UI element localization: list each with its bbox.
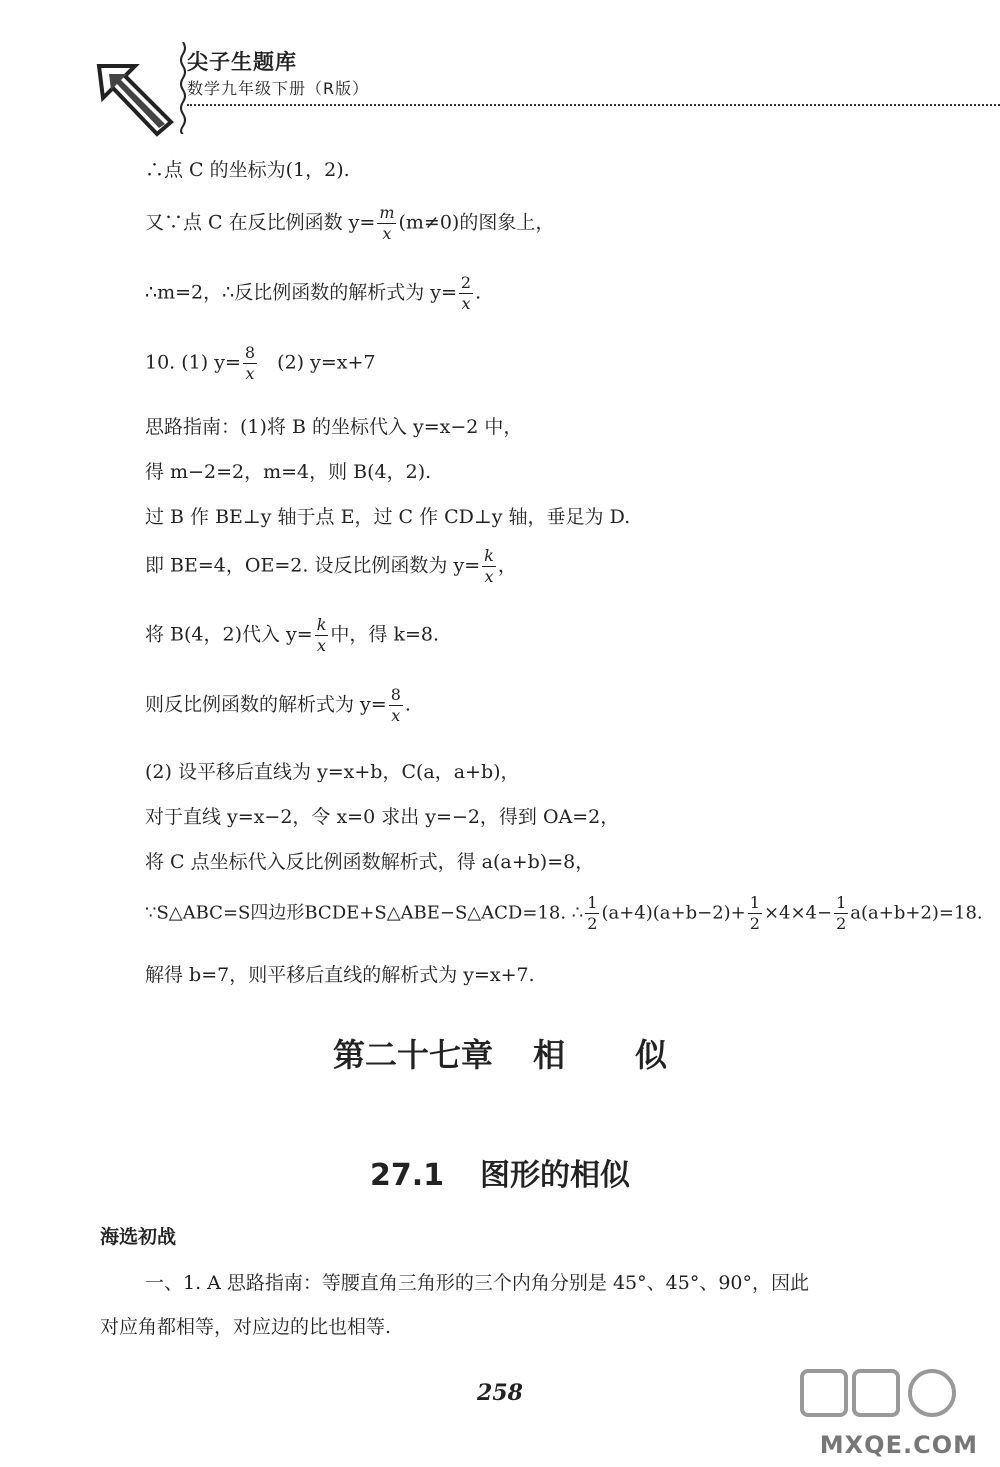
denominator: x: [391, 706, 401, 725]
denominator: 2: [749, 914, 760, 933]
text-line: [145, 687, 411, 724]
denominator: 2: [836, 914, 847, 933]
fraction: [459, 275, 473, 312]
fraction: [482, 548, 496, 585]
text-span: 即 BE=4，OE=2. 设反比例函数为 y=: [145, 554, 481, 577]
text-line: (2) 设平移后直线为 y=x+b，C(a，a+b)，: [145, 761, 520, 783]
text-line: [145, 548, 517, 585]
text-line: [145, 345, 376, 382]
text-line: ∴点 C 的坐标为(1，2).: [145, 159, 350, 181]
denominator: x: [461, 294, 471, 313]
denominator: x: [317, 636, 327, 655]
denominator: 2: [587, 914, 598, 933]
answer-line: 一、1. A 思路指南：等腰直角三角形的三个内角分别是 45°、45°、90°，因此: [145, 1272, 809, 1294]
numerator: 2: [460, 273, 472, 292]
arrow-logo-icon: [95, 58, 175, 138]
section-number: 27.1: [369, 1158, 445, 1193]
fraction: [748, 895, 762, 932]
denominator: x: [484, 567, 494, 586]
numerator: 1: [587, 893, 598, 912]
section-name: 图形的相似: [480, 1158, 631, 1193]
text-span: 又∵点 C 在反比例函数 y=: [145, 211, 376, 234]
fraction: [834, 895, 848, 932]
text-span: 10. (1) y=: [145, 351, 241, 374]
text-span: 中，得 k=8.: [330, 623, 440, 646]
text-span: a(a+b+2)=18.: [850, 902, 983, 924]
numerator: k: [316, 615, 327, 634]
numerator: 1: [836, 893, 847, 912]
text-span: ，: [497, 554, 517, 577]
watermark-text: MXQE.COM: [819, 1431, 978, 1459]
chapter-word-2: 似: [635, 1036, 668, 1074]
text-line: [145, 895, 983, 932]
text-line: [145, 205, 554, 242]
fraction: [315, 617, 329, 654]
text-span: (a+4)(a+b−2)+: [601, 902, 746, 924]
book-title: 尖子生题库: [187, 50, 297, 74]
subsection-label: 海选初战: [100, 1226, 177, 1248]
wavy-divider-icon: [179, 42, 187, 134]
text-line: [145, 275, 481, 312]
text-line: 过 B 作 BE⊥y 轴于点 E，过 C 作 CD⊥y 轴，垂足为 D.: [145, 506, 631, 528]
text-line: 思路指南：(1)将 B 的坐标代入 y=x−2 中，: [145, 416, 523, 438]
text-span: ×4×4−: [763, 902, 833, 924]
chapter-title: [0, 1030, 1000, 1076]
text-line: 得 m−2=2，m=4，则 B(4，2).: [145, 461, 432, 483]
chapter-word-1: 相: [532, 1036, 565, 1074]
text-span: (2) y=x+7: [259, 351, 376, 374]
text-span: .: [404, 693, 411, 716]
text-span: ∴m=2，∴反比例函数的解析式为 y=: [145, 281, 457, 304]
numerator: 8: [244, 343, 256, 362]
chapter-number: 第二十七章: [332, 1036, 493, 1074]
answer-line: 对应角都相等，对应边的比也相等.: [100, 1316, 392, 1338]
text-span: 将 B(4，2)代入 y=: [145, 623, 313, 646]
fraction: [243, 345, 257, 382]
text-line: [145, 617, 439, 654]
numerator: m: [379, 203, 395, 222]
numerator: k: [484, 546, 494, 565]
text-line: 将 C 点坐标代入反比例函数解析式，得 a(a+b)=8，: [145, 851, 595, 873]
fraction: [585, 895, 599, 932]
numerator: 1: [749, 893, 760, 912]
text-span: 则反比例函数的解析式为 y=: [145, 693, 387, 716]
section-title: [0, 1150, 1000, 1194]
numerator: 8: [390, 685, 401, 704]
text-line: 对于直线 y=x−2，令 x=0 求出 y=−2，得到 OA=2，: [145, 806, 620, 828]
text-span: .: [475, 281, 482, 304]
denominator: x: [245, 364, 255, 383]
page-number: 258: [477, 1380, 523, 1406]
fraction: [377, 205, 396, 242]
denominator: x: [382, 224, 392, 243]
text-span: (m≠0)的图象上，: [398, 211, 555, 234]
running-header: [95, 38, 925, 138]
fraction: [389, 687, 403, 724]
text-span: ∵S△ABC=S四边形BCDE+S△ABE−S△ACD=18. ∴: [145, 902, 584, 924]
text-line: 解得 b=7，则平移后直线的解析式为 y=x+7.: [145, 964, 535, 986]
header-dotted-rule: [187, 104, 1000, 106]
book-subtitle: 数学九年级下册（R版）: [187, 79, 370, 98]
